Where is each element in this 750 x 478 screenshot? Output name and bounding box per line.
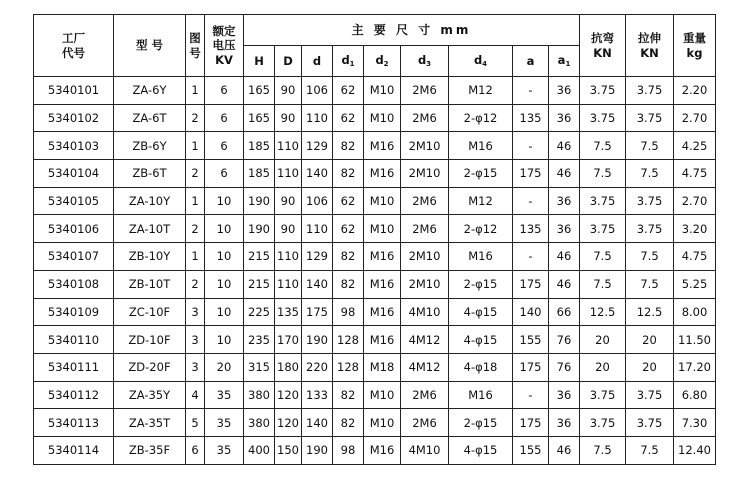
table-cell: 82 <box>333 243 364 271</box>
header-dim-symbol: d <box>375 53 384 68</box>
table-cell: 5340106 <box>34 215 114 243</box>
header-dim-2 <box>302 46 333 77</box>
table-cell: ZA-6Y <box>114 77 186 105</box>
table-cell: 7.5 <box>580 436 626 464</box>
table-row <box>34 353 716 381</box>
table-cell: 5340107 <box>34 243 114 271</box>
table-cell: 400 <box>244 436 275 464</box>
table-cell: - <box>513 243 549 271</box>
table-cell: 135 <box>513 215 549 243</box>
header-tensile-unit: KN <box>640 45 659 60</box>
table-cell: 36 <box>549 215 580 243</box>
table-cell: 4M10 <box>401 298 449 326</box>
table-cell: 5340104 <box>34 160 114 188</box>
header-dim-symbol: d <box>341 53 350 68</box>
table-cell: 170 <box>275 326 302 354</box>
table-cell: 225 <box>244 298 275 326</box>
header-dim-6 <box>449 46 513 77</box>
table-cell: 2M10 <box>401 270 449 298</box>
table-cell: 4M12 <box>401 326 449 354</box>
header-weight <box>674 15 716 77</box>
header-code-line2: 代号 <box>62 45 85 60</box>
header-dim-symbol: d <box>473 53 483 68</box>
table-row <box>34 298 716 326</box>
table-cell: 185 <box>244 160 275 188</box>
table-cell: M12 <box>449 187 513 215</box>
table-cell: 20 <box>580 326 626 354</box>
table-cell: 2M10 <box>401 132 449 160</box>
header-dim-subscript: 4 <box>482 60 488 69</box>
table-cell: 7.5 <box>580 160 626 188</box>
table-row <box>34 270 716 298</box>
table-cell: 4.75 <box>674 160 716 188</box>
header-figure-no <box>186 15 205 77</box>
table-cell: 1 <box>186 132 205 160</box>
table-cell: 2M6 <box>401 77 449 105</box>
table-cell: 3.75 <box>580 187 626 215</box>
table-row <box>34 104 716 132</box>
header-dims-title: 主 要 尺 寸 mm <box>351 22 472 37</box>
table-cell: 140 <box>302 409 333 437</box>
header-weight-unit: kg <box>686 45 703 60</box>
table-cell: 110 <box>302 215 333 243</box>
table-cell: 46 <box>549 160 580 188</box>
table-cell: 5340101 <box>34 77 114 105</box>
table-cell: 5.25 <box>674 270 716 298</box>
header-voltage-unit: KV <box>215 52 233 67</box>
table-cell: 2M6 <box>401 409 449 437</box>
table-cell: 10 <box>205 187 244 215</box>
table-cell: 10 <box>205 243 244 271</box>
table-cell: 7.5 <box>580 270 626 298</box>
table-cell: M10 <box>364 381 401 409</box>
table-cell: 3.75 <box>626 215 674 243</box>
table-cell: 215 <box>244 243 275 271</box>
table-row <box>34 243 716 271</box>
table-cell: 7.5 <box>626 132 674 160</box>
table-cell: 2M6 <box>401 104 449 132</box>
table-cell: 7.5 <box>580 132 626 160</box>
table-cell: 4.25 <box>674 132 716 160</box>
table-cell: 2M6 <box>401 215 449 243</box>
table-row <box>34 132 716 160</box>
table-cell: ZA-10T <box>114 215 186 243</box>
table-cell: 46 <box>549 436 580 464</box>
table-cell: 10 <box>205 215 244 243</box>
table-cell: 2.20 <box>674 77 716 105</box>
table-cell: 110 <box>275 132 302 160</box>
table-cell: 10 <box>205 270 244 298</box>
table-cell: 90 <box>275 187 302 215</box>
table-cell: 82 <box>333 270 364 298</box>
table-cell: 76 <box>549 326 580 354</box>
header-dim-5 <box>401 46 449 77</box>
table-cell: 129 <box>302 243 333 271</box>
table-cell: 185 <box>244 132 275 160</box>
table-cell: 98 <box>333 436 364 464</box>
table-cell: - <box>513 381 549 409</box>
table-cell: 110 <box>275 243 302 271</box>
table-cell: 5340110 <box>34 326 114 354</box>
header-bending-strength <box>580 15 626 77</box>
table-cell: 128 <box>333 326 364 354</box>
header-fig-line2: 号 <box>189 45 201 60</box>
table-cell: ZB-35F <box>114 436 186 464</box>
table-header <box>34 15 716 77</box>
table-row <box>34 215 716 243</box>
table-cell: 7.5 <box>580 243 626 271</box>
table-cell: 3.75 <box>580 215 626 243</box>
header-code-line1: 工厂 <box>62 31 85 46</box>
table-cell: 3.75 <box>580 77 626 105</box>
table-cell: M10 <box>364 409 401 437</box>
table-cell: 2 <box>186 270 205 298</box>
table-cell: M16 <box>449 381 513 409</box>
header-dim-0 <box>244 46 275 77</box>
table-row <box>34 436 716 464</box>
table-cell: 165 <box>244 77 275 105</box>
table-cell: 5340113 <box>34 409 114 437</box>
table-cell: 3.75 <box>626 381 674 409</box>
header-voltage-line2: 电压 <box>212 38 236 53</box>
table-cell: 12.40 <box>674 436 716 464</box>
insulator-spec-table <box>33 14 716 465</box>
table-cell: 175 <box>302 298 333 326</box>
table-cell: 380 <box>244 409 275 437</box>
table-cell: 190 <box>302 326 333 354</box>
table-cell: 2 <box>186 215 205 243</box>
table-cell: 7.5 <box>626 436 674 464</box>
header-dim-3 <box>333 46 364 77</box>
table-cell: 62 <box>333 104 364 132</box>
header-tensile-label: 拉伸 <box>638 31 661 46</box>
table-cell: 2-φ15 <box>449 409 513 437</box>
table-cell: M12 <box>449 77 513 105</box>
table-row <box>34 409 716 437</box>
table-cell: M16 <box>364 298 401 326</box>
header-bend-label: 抗弯 <box>591 31 614 46</box>
table-cell: M16 <box>449 243 513 271</box>
table-cell: 2M6 <box>401 187 449 215</box>
table-cell: 3 <box>186 353 205 381</box>
header-dim-1 <box>275 46 302 77</box>
table-cell: 35 <box>205 381 244 409</box>
table-cell: 110 <box>275 270 302 298</box>
table-cell: ZB-6T <box>114 160 186 188</box>
table-cell: 4-φ15 <box>449 298 513 326</box>
table-cell: ZB-6Y <box>114 132 186 160</box>
table-cell: 215 <box>244 270 275 298</box>
table-cell: 3.75 <box>580 409 626 437</box>
table-cell: - <box>513 132 549 160</box>
header-dim-symbol: d <box>312 53 322 68</box>
table-cell: 150 <box>275 436 302 464</box>
table-cell: 36 <box>549 77 580 105</box>
table-cell: ZD-10F <box>114 326 186 354</box>
table-cell: 5 <box>186 409 205 437</box>
table-cell: 3.75 <box>626 409 674 437</box>
table-cell: ZC-10F <box>114 298 186 326</box>
table-cell: 190 <box>244 215 275 243</box>
table-cell: 5340108 <box>34 270 114 298</box>
table-cell: 4 <box>186 381 205 409</box>
table-cell: 175 <box>513 409 549 437</box>
table-cell: 6.80 <box>674 381 716 409</box>
table-cell: 12.5 <box>626 298 674 326</box>
table-cell: ZB-10T <box>114 270 186 298</box>
table-cell: 10 <box>205 326 244 354</box>
table-cell: 5340111 <box>34 353 114 381</box>
table-cell: 2M10 <box>401 243 449 271</box>
table-cell: 190 <box>244 187 275 215</box>
table-cell: M16 <box>364 132 401 160</box>
header-weight-label: 重量 <box>683 31 706 46</box>
table-cell: 4-φ15 <box>449 436 513 464</box>
table-cell: 140 <box>302 160 333 188</box>
table-cell: ZA-10Y <box>114 187 186 215</box>
table-cell: 20 <box>626 353 674 381</box>
table-cell: 11.50 <box>674 326 716 354</box>
header-dim-7 <box>513 46 549 77</box>
table-cell: M10 <box>364 104 401 132</box>
table-cell: M16 <box>364 326 401 354</box>
header-factory-code <box>34 15 114 77</box>
table-cell: 46 <box>549 270 580 298</box>
table-cell: 3.75 <box>626 187 674 215</box>
table-cell: 20 <box>626 326 674 354</box>
table-cell: 6 <box>205 77 244 105</box>
table-cell: 106 <box>302 77 333 105</box>
table-cell: M16 <box>364 160 401 188</box>
table-cell: 4-φ18 <box>449 353 513 381</box>
table-cell: 4M12 <box>401 353 449 381</box>
table-cell: 12.5 <box>580 298 626 326</box>
header-model-label: 型 号 <box>135 38 163 53</box>
header-voltage-line1: 额定 <box>212 23 236 38</box>
table-row <box>34 187 716 215</box>
header-bend-unit: KN <box>593 45 612 60</box>
header-dim-subscript: 1 <box>349 60 355 69</box>
table-cell: 82 <box>333 409 364 437</box>
table-cell: 35 <box>205 436 244 464</box>
header-dim-subscript: 1 <box>565 60 571 69</box>
table-cell: 175 <box>513 353 549 381</box>
table-cell: 8.00 <box>674 298 716 326</box>
table-cell: 36 <box>549 104 580 132</box>
table-cell: 90 <box>275 104 302 132</box>
table-cell: 5340114 <box>34 436 114 464</box>
table-cell: ZA-35Y <box>114 381 186 409</box>
table-cell: 2M10 <box>401 160 449 188</box>
table-cell: 110 <box>275 160 302 188</box>
table-cell: M16 <box>449 132 513 160</box>
table-cell: 20 <box>205 353 244 381</box>
table-cell: 120 <box>275 409 302 437</box>
table-cell: 4M10 <box>401 436 449 464</box>
table-cell: M10 <box>364 215 401 243</box>
table-cell: 62 <box>333 77 364 105</box>
header-dim-subscript: 3 <box>426 60 432 69</box>
table-cell: 62 <box>333 187 364 215</box>
table-cell: 1 <box>186 243 205 271</box>
table-cell: 5340103 <box>34 132 114 160</box>
table-cell: 133 <box>302 381 333 409</box>
table-row <box>34 77 716 105</box>
table-cell: 6 <box>205 160 244 188</box>
table-row <box>34 160 716 188</box>
table-cell: 90 <box>275 77 302 105</box>
table-cell: 235 <box>244 326 275 354</box>
table-cell: - <box>513 77 549 105</box>
table-cell: 110 <box>302 104 333 132</box>
table-cell: 2-φ15 <box>449 160 513 188</box>
table-cell: 5340109 <box>34 298 114 326</box>
table-cell: 140 <box>513 298 549 326</box>
table-cell: 2.70 <box>674 187 716 215</box>
header-dim-subscript: 2 <box>383 60 389 69</box>
table-cell: 175 <box>513 270 549 298</box>
header-dim-symbol: H <box>254 53 264 68</box>
table-cell: 3.75 <box>580 104 626 132</box>
table-cell: ZA-6T <box>114 104 186 132</box>
table-cell: 380 <box>244 381 275 409</box>
table-cell: 3 <box>186 298 205 326</box>
table-cell: 7.5 <box>626 270 674 298</box>
table-cell: 66 <box>549 298 580 326</box>
table-cell: 90 <box>275 215 302 243</box>
table-cell: 35 <box>205 409 244 437</box>
table-cell: 6 <box>186 436 205 464</box>
table-cell: 120 <box>275 381 302 409</box>
table-cell: 3.75 <box>580 381 626 409</box>
header-dim-symbol: a <box>557 53 566 68</box>
table-cell: 1 <box>186 77 205 105</box>
table-cell: 2-φ15 <box>449 270 513 298</box>
table-cell: 155 <box>513 436 549 464</box>
table-cell: 3 <box>186 326 205 354</box>
table-cell: 2-φ12 <box>449 104 513 132</box>
table-cell: 129 <box>302 132 333 160</box>
table-cell: 82 <box>333 132 364 160</box>
header-rated-voltage <box>205 15 244 77</box>
table-cell: 5340105 <box>34 187 114 215</box>
table-cell: 62 <box>333 215 364 243</box>
table-cell: 36 <box>549 187 580 215</box>
table-cell: 2 <box>186 104 205 132</box>
table-cell: 7.5 <box>626 243 674 271</box>
table-cell: ZA-35T <box>114 409 186 437</box>
table-cell: 175 <box>513 160 549 188</box>
table-cell: 3.75 <box>626 77 674 105</box>
table-cell: M10 <box>364 187 401 215</box>
table-cell: 17.20 <box>674 353 716 381</box>
table-cell: 2 <box>186 160 205 188</box>
table-cell: 46 <box>549 243 580 271</box>
header-tensile-strength <box>626 15 674 77</box>
table-cell: 10 <box>205 298 244 326</box>
table-cell: 7.5 <box>626 160 674 188</box>
table-cell: ZD-20F <box>114 353 186 381</box>
table-cell: 128 <box>333 353 364 381</box>
table-cell: 6 <box>205 132 244 160</box>
table-cell: 36 <box>549 381 580 409</box>
header-fig-line1: 图 <box>189 31 201 46</box>
table-cell: 140 <box>302 270 333 298</box>
table-cell: M16 <box>364 270 401 298</box>
table-cell: 3.75 <box>626 104 674 132</box>
header-dim-8 <box>549 46 580 77</box>
header-dim-symbol: a <box>526 53 535 68</box>
table-cell: 220 <box>302 353 333 381</box>
table-body <box>34 77 716 465</box>
table-cell: 135 <box>513 104 549 132</box>
table-cell: 82 <box>333 381 364 409</box>
table-cell: 155 <box>513 326 549 354</box>
table-cell: 46 <box>549 132 580 160</box>
table-cell: M16 <box>364 243 401 271</box>
table-cell: M10 <box>364 77 401 105</box>
table-cell: - <box>513 187 549 215</box>
table-cell: 5340102 <box>34 104 114 132</box>
table-row <box>34 326 716 354</box>
table-cell: 7.30 <box>674 409 716 437</box>
table-cell: 98 <box>333 298 364 326</box>
table-cell: 1 <box>186 187 205 215</box>
table-cell: M16 <box>364 436 401 464</box>
header-dim-symbol: D <box>283 53 293 68</box>
table-cell: 82 <box>333 160 364 188</box>
table-cell: 6 <box>205 104 244 132</box>
header-main-dimensions <box>244 15 580 46</box>
table-cell: 5340112 <box>34 381 114 409</box>
table-cell: 36 <box>549 409 580 437</box>
table-row <box>34 381 716 409</box>
header-dim-4 <box>364 46 401 77</box>
table-cell: 20 <box>580 353 626 381</box>
table-cell: 4.75 <box>674 243 716 271</box>
table-cell: M18 <box>364 353 401 381</box>
header-dim-symbol: d <box>417 53 427 68</box>
table-cell: ZB-10Y <box>114 243 186 271</box>
table-cell: 106 <box>302 187 333 215</box>
table-cell: 2-φ12 <box>449 215 513 243</box>
table-cell: 165 <box>244 104 275 132</box>
table-cell: 76 <box>549 353 580 381</box>
table-cell: 315 <box>244 353 275 381</box>
table-cell: 3.20 <box>674 215 716 243</box>
table-cell: 190 <box>302 436 333 464</box>
table-cell: 180 <box>275 353 302 381</box>
table-cell: 4-φ15 <box>449 326 513 354</box>
table-cell: 135 <box>275 298 302 326</box>
table-cell: 2.70 <box>674 104 716 132</box>
header-model <box>114 15 186 77</box>
table-cell: 2M6 <box>401 381 449 409</box>
